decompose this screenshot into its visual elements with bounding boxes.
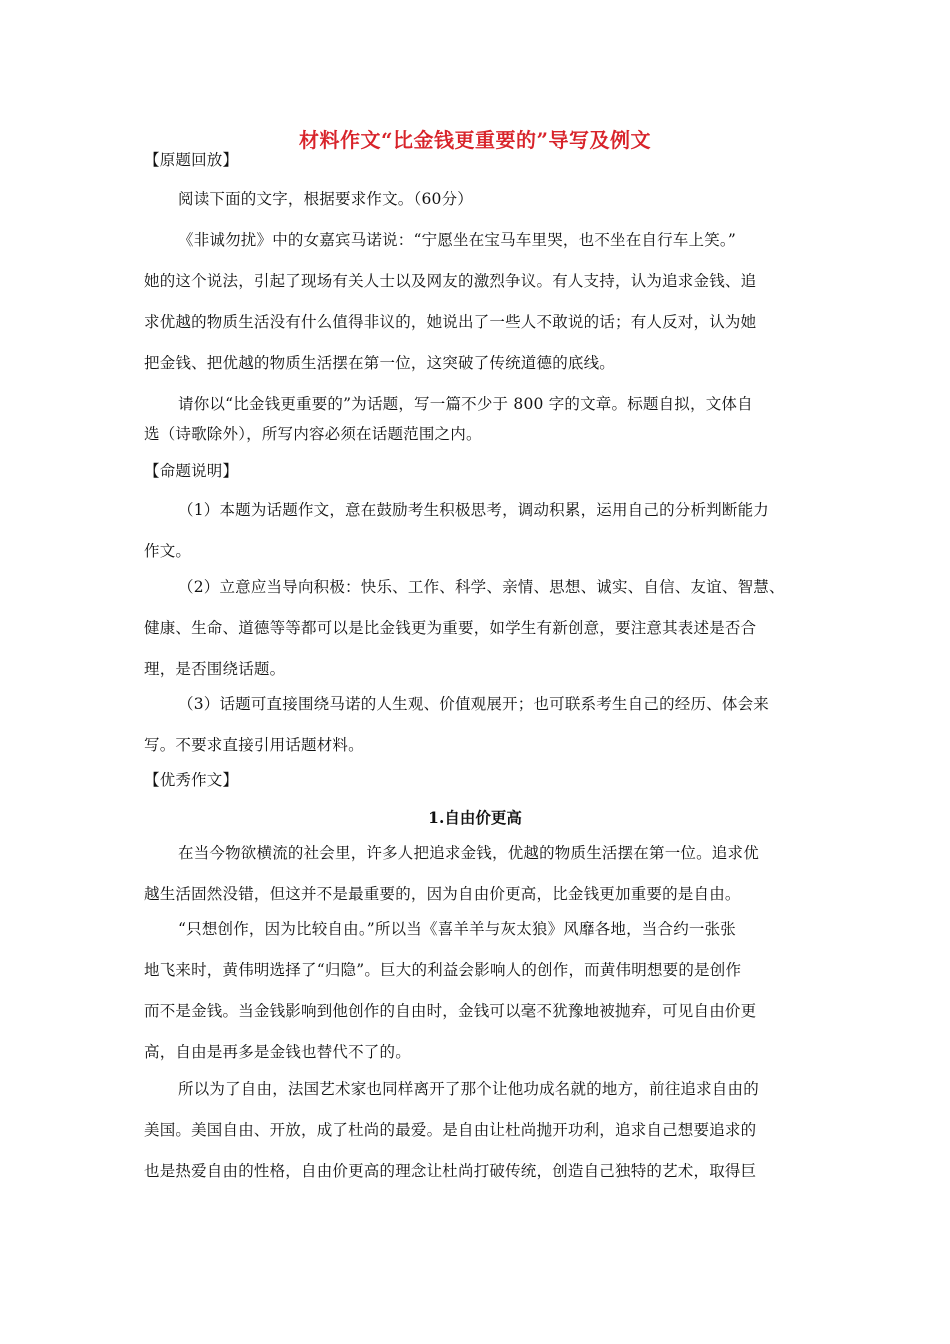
- explanation-item2-line2: 健康、生命、道德等等都可以是比金钱更为重要，如学生有新创意，要注意其表述是否合: [144, 619, 757, 637]
- explanation-item1-line2: 作文。: [144, 542, 192, 560]
- explanation-item3-line1: （3）话题可直接围绕马诺的人生观、价值观展开；也可联系考生自己的经历、体会来: [178, 695, 769, 713]
- essay-para3-line2: 美国。美国自由、开放，成了杜尚的最爱。是自由让杜尚抛开功利，追求自己想要追求的: [144, 1121, 757, 1139]
- document-title: 材料作文“比金钱更重要的”导写及例文: [298, 128, 651, 152]
- original-para2-line2: 选（诗歌除外），所写内容必须在话题范围之内。: [144, 425, 482, 443]
- explanation-item2-line3: 理，是否围绕话题。: [144, 660, 286, 678]
- original-para1-line3: 求优越的物质生活没有什么值得非议的，她说出了一些人不敢说的话；有人反对，认为她: [144, 313, 757, 331]
- explanation-item3-line2: 写。不要求直接引用话题材料。: [144, 736, 364, 754]
- essay-para2-line4: 高，自由是再多是金钱也替代不了的。: [144, 1043, 411, 1061]
- original-instruction: 阅读下面的文字，根据要求作文。（60分）: [178, 190, 473, 208]
- explanation-item2-line1: （2）立意应当导向积极：快乐、工作、科学、亲情、思想、诚实、自信、友谊、智慧、: [178, 578, 785, 596]
- explanation-item1-line1: （1）本题为话题作文，意在鼓励考生积极思考，调动积累，运用自己的分析判断能力: [178, 501, 769, 519]
- section-label-explanation: 【命题说明】: [144, 462, 239, 480]
- essay-para1-line1: 在当今物欲横流的社会里，许多人把追求金钱，优越的物质生活摆在第一位。追求优: [178, 844, 759, 862]
- essay-para2-line1: “只想创作，因为比较自由。”所以当《喜羊羊与灰太狼》风靡各地，当合约一张张: [178, 920, 737, 938]
- section-label-excellent: 【优秀作文】: [144, 771, 239, 789]
- essay-para3-line1: 所以为了自由，法国艺术家也同样离开了那个让他功成名就的地方，前往追求自由的: [178, 1080, 759, 1098]
- original-para1-line4: 把金钱、把优越的物质生活摆在第一位，这突破了传统道德的底线。: [144, 354, 616, 372]
- essay-title: 1.自由价更高: [428, 808, 522, 827]
- section-label-original: 【原题回放】: [144, 151, 239, 169]
- original-para2-line1: 请你以“比金钱更重要的”为话题，写一篇不少于 800 字的文章。标题自拟，文体自: [178, 395, 753, 413]
- original-para1-line2: 她的这个说法，引起了现场有关人士以及网友的激烈争议。有人支持，认为追求金钱、追: [144, 272, 757, 290]
- original-para1-line1: 《非诚勿扰》中的女嘉宾马诺说：“宁愿坐在宝马车里哭，也不坐在自行车上笑。”: [178, 231, 737, 249]
- essay-para3-line3: 也是热爱自由的性格，自由价更高的理念让杜尚打破传统，创造自己独特的艺术，取得巨: [144, 1162, 757, 1180]
- essay-para2-line2: 地飞来时，黄伟明选择了“归隐”。巨大的利益会影响人的创作，而黄伟明想要的是创作: [144, 961, 742, 979]
- essay-para2-line3: 而不是金钱。当金钱影响到他创作的自由时，金钱可以毫不犹豫地被抛弃，可见自由价更: [144, 1002, 757, 1020]
- essay-para1-line2: 越生活固然没错，但这并不是最重要的，因为自由价更高，比金钱更加重要的是自由。: [144, 885, 741, 903]
